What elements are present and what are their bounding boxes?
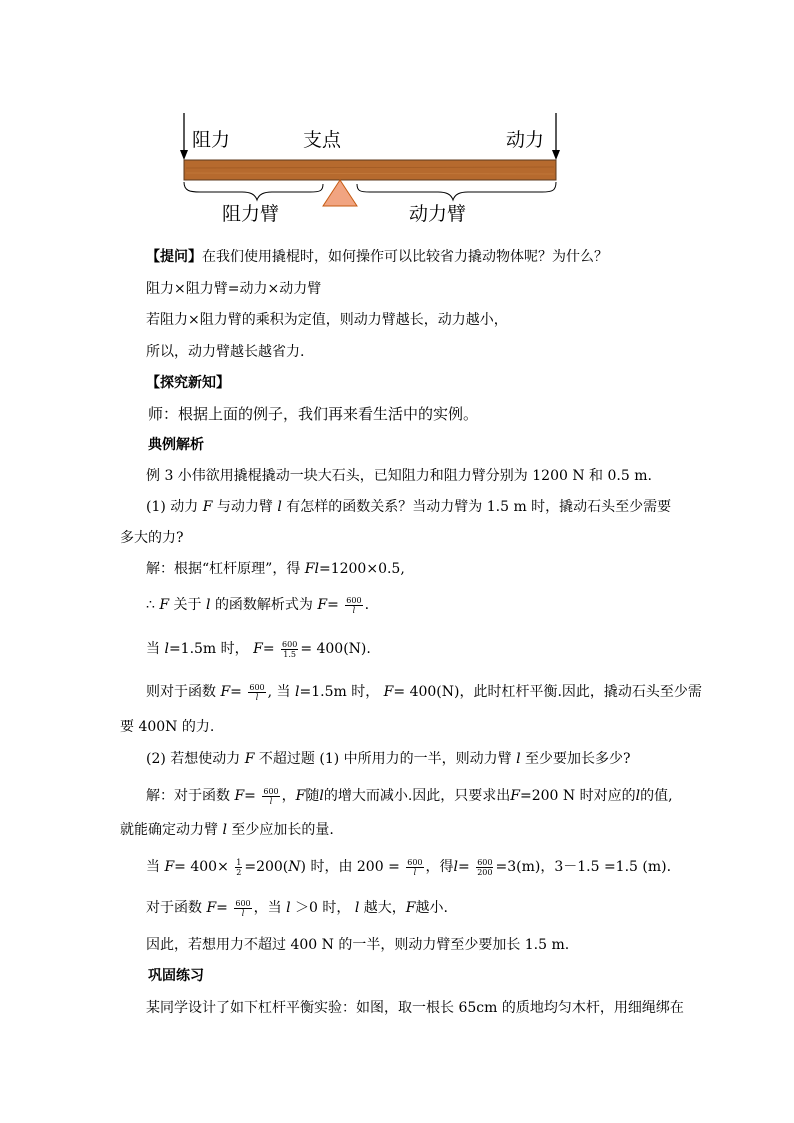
text: (2) 若想使动力 bbox=[146, 751, 241, 767]
numerator: 600 bbox=[235, 898, 251, 908]
explore-heading: 【探究新知】 bbox=[146, 375, 230, 391]
var-F: F bbox=[295, 788, 306, 804]
var-F: F bbox=[234, 788, 245, 804]
solution-line-7 bbox=[146, 857, 671, 877]
numerator: 600 bbox=[477, 857, 493, 867]
teacher-line: 师：根据上面的例子，我们再来看生活中的实例。 bbox=[148, 405, 479, 423]
text: =200 N 时对应的 bbox=[520, 788, 636, 804]
explanation-line: 若阻力×阻力臂的乘积为定值，则动力臂越长，动力越小， bbox=[146, 312, 508, 328]
solution-line-3 bbox=[146, 639, 371, 659]
fraction-600-over-l bbox=[262, 787, 279, 806]
numerator: 600 bbox=[263, 786, 279, 796]
text: 的函数解析式为 bbox=[214, 597, 313, 613]
text: 的增大而减小.因此，只要求出 bbox=[323, 788, 511, 804]
var-l: l bbox=[635, 788, 641, 804]
denominator: l bbox=[413, 867, 417, 877]
fraction-600-over-l bbox=[234, 899, 251, 918]
practice-text: 某同学设计了如下杠杆平衡实验：如图，取一根长 65cm 的质地均匀木杆，用细绳绑在 bbox=[146, 1000, 684, 1016]
solution-line-9: 因此，若想用力不超过 400 N 的一半，则动力臂至少要加长 1.5 m. bbox=[146, 937, 570, 953]
equals: = bbox=[244, 788, 256, 804]
var-F: F bbox=[220, 684, 231, 700]
var-l: l bbox=[453, 859, 459, 875]
var-F: F bbox=[159, 597, 170, 613]
var-F: F bbox=[383, 684, 394, 700]
numerator: 600 bbox=[407, 857, 423, 867]
var-F: F bbox=[253, 641, 263, 657]
text: =3(m)，3－1.5 =1.5 (m). bbox=[495, 859, 672, 875]
var-F: F bbox=[206, 900, 217, 916]
text: 关于 bbox=[173, 597, 202, 613]
text: 当 bbox=[146, 641, 160, 657]
effort-arm-label: 动力臂 bbox=[409, 203, 467, 225]
solution-line-2: ∴ F 关于 l 的函数解析式为 F= $\frac{600}{l}$ . bbox=[146, 595, 370, 615]
solution-line-5 bbox=[146, 786, 673, 806]
denominator: l bbox=[255, 692, 259, 702]
text: ，当 bbox=[253, 900, 282, 916]
solution-line-8 bbox=[146, 898, 448, 918]
effort-arrowhead bbox=[552, 150, 560, 160]
conclusion-line: 所以，动力臂越长越省力. bbox=[146, 344, 305, 360]
solution-line-6 bbox=[120, 820, 334, 840]
effort-arm-brace bbox=[357, 182, 556, 200]
fraction-600-over-l bbox=[406, 858, 423, 877]
var-l: l bbox=[277, 499, 282, 515]
var-l: l bbox=[206, 597, 211, 613]
solution-line-4 bbox=[146, 682, 702, 702]
var-l: l bbox=[319, 788, 324, 804]
text: 随 bbox=[305, 788, 320, 804]
text: 至少应加长的量. bbox=[231, 822, 334, 838]
text: =1200×0.5, bbox=[318, 561, 405, 577]
equals: = bbox=[458, 859, 470, 875]
var-N: N bbox=[288, 859, 301, 875]
numerator: 600 bbox=[346, 595, 362, 605]
text: = 400(N)，此时杠杆平衡.因此，撬动石头至少需 bbox=[393, 684, 702, 700]
text: 与动力臂 bbox=[216, 499, 273, 515]
question-tag: 【提问】 bbox=[146, 249, 202, 265]
therefore-symbol: ∴ bbox=[146, 597, 155, 613]
denominator: 200 bbox=[477, 867, 493, 877]
var-F: F bbox=[244, 751, 255, 767]
fraction-1-over-2 bbox=[235, 858, 242, 877]
denominator: l bbox=[269, 796, 273, 806]
equals: = bbox=[327, 597, 339, 613]
text: , 当 bbox=[267, 684, 291, 700]
text: =1.5m 时， bbox=[168, 641, 249, 657]
fulcrum-triangle bbox=[323, 180, 357, 206]
var-F: F bbox=[164, 859, 175, 875]
solution-line-4-cont: 要 400N 的力. bbox=[120, 719, 215, 735]
var-l: l bbox=[516, 751, 521, 767]
equals: = bbox=[216, 900, 228, 916]
text: 则对于函数 bbox=[146, 684, 216, 700]
fulcrum-label: 支点 bbox=[303, 129, 342, 151]
denominator: 2 bbox=[236, 867, 242, 877]
practice-heading: 巩固练习 bbox=[148, 968, 204, 984]
text: ) 时，由 200 = bbox=[300, 859, 400, 875]
question-line bbox=[146, 247, 608, 267]
resistance-label: 阻力 bbox=[192, 129, 231, 151]
denominator: l bbox=[241, 908, 245, 918]
var-F: F bbox=[510, 788, 521, 804]
fraction-600-over-200 bbox=[476, 858, 493, 877]
numerator: 600 bbox=[249, 682, 265, 692]
text: 的值, bbox=[640, 788, 673, 804]
question-2 bbox=[146, 749, 631, 769]
lever-diagram bbox=[170, 108, 570, 233]
text: = 400× bbox=[174, 859, 229, 875]
denominator: l bbox=[352, 605, 356, 615]
var-l: l bbox=[222, 822, 227, 838]
var-F: F bbox=[405, 900, 416, 916]
text: 有怎样的函数关系？当动力臂为 1.5 m 时，撬动石头至少需要 bbox=[286, 499, 672, 515]
resistance-arrowhead bbox=[180, 150, 188, 160]
example-heading: 典例解析 bbox=[148, 437, 204, 453]
text: 就能确定动力臂 bbox=[120, 822, 218, 838]
question-1-cont: 多大的力? bbox=[120, 530, 184, 546]
text: 越大， bbox=[363, 900, 406, 916]
text: 解：根据“杠杆原理”，得 bbox=[146, 561, 301, 577]
fraction-600-over-1.5 bbox=[281, 640, 298, 659]
text: ＞0 时， bbox=[295, 900, 351, 916]
fraction-600-over-l bbox=[345, 596, 362, 615]
text: ， bbox=[281, 788, 296, 804]
numerator: 1 bbox=[236, 857, 242, 867]
text: (1) 动力 bbox=[146, 499, 199, 515]
text: 对于函数 bbox=[146, 900, 202, 916]
text: ，得 bbox=[425, 859, 454, 875]
text: 不超过题 (1) 中所用力的一半，则动力臂 bbox=[258, 751, 512, 767]
resistance-arm-label: 阻力臂 bbox=[222, 203, 280, 225]
equals: = bbox=[230, 684, 242, 700]
text: =1.5m 时， bbox=[299, 684, 380, 700]
var-l: l bbox=[164, 641, 169, 657]
question-text: 在我们使用撬棍时，如何操作可以比较省力撬动物体呢？为什么？ bbox=[202, 249, 608, 265]
text: 解：对于函数 bbox=[146, 788, 230, 804]
solution-line-1 bbox=[146, 559, 405, 579]
var-Fl: Fl bbox=[304, 561, 319, 577]
var-F: F bbox=[202, 499, 213, 515]
text: 越小. bbox=[415, 900, 448, 916]
var-l: l bbox=[286, 900, 291, 916]
text: 至少要加长多少? bbox=[525, 751, 631, 767]
var-F: F bbox=[317, 597, 328, 613]
numerator: 600 bbox=[282, 639, 298, 649]
denominator: 1.5 bbox=[283, 649, 297, 659]
lever-bar bbox=[184, 160, 556, 180]
fraction-600-over-l bbox=[248, 683, 265, 702]
resistance-arm-brace bbox=[184, 182, 323, 200]
var-l: l bbox=[354, 900, 360, 916]
text: 当 bbox=[146, 859, 160, 875]
var-l: l bbox=[295, 684, 300, 700]
example-intro: 例 3 小伟欲用撬棍撬动一块大石头，已知阻力和阻力臂分别为 1200 N 和 0.5 m. bbox=[146, 468, 652, 484]
effort-label: 动力 bbox=[506, 129, 545, 151]
text: =200( bbox=[244, 859, 289, 875]
text: = 400(N). bbox=[300, 641, 371, 657]
equals: = bbox=[262, 641, 275, 657]
formula-line: 阻力×阻力臂=动力×动力臂 bbox=[146, 281, 322, 297]
question-1 bbox=[146, 497, 671, 517]
